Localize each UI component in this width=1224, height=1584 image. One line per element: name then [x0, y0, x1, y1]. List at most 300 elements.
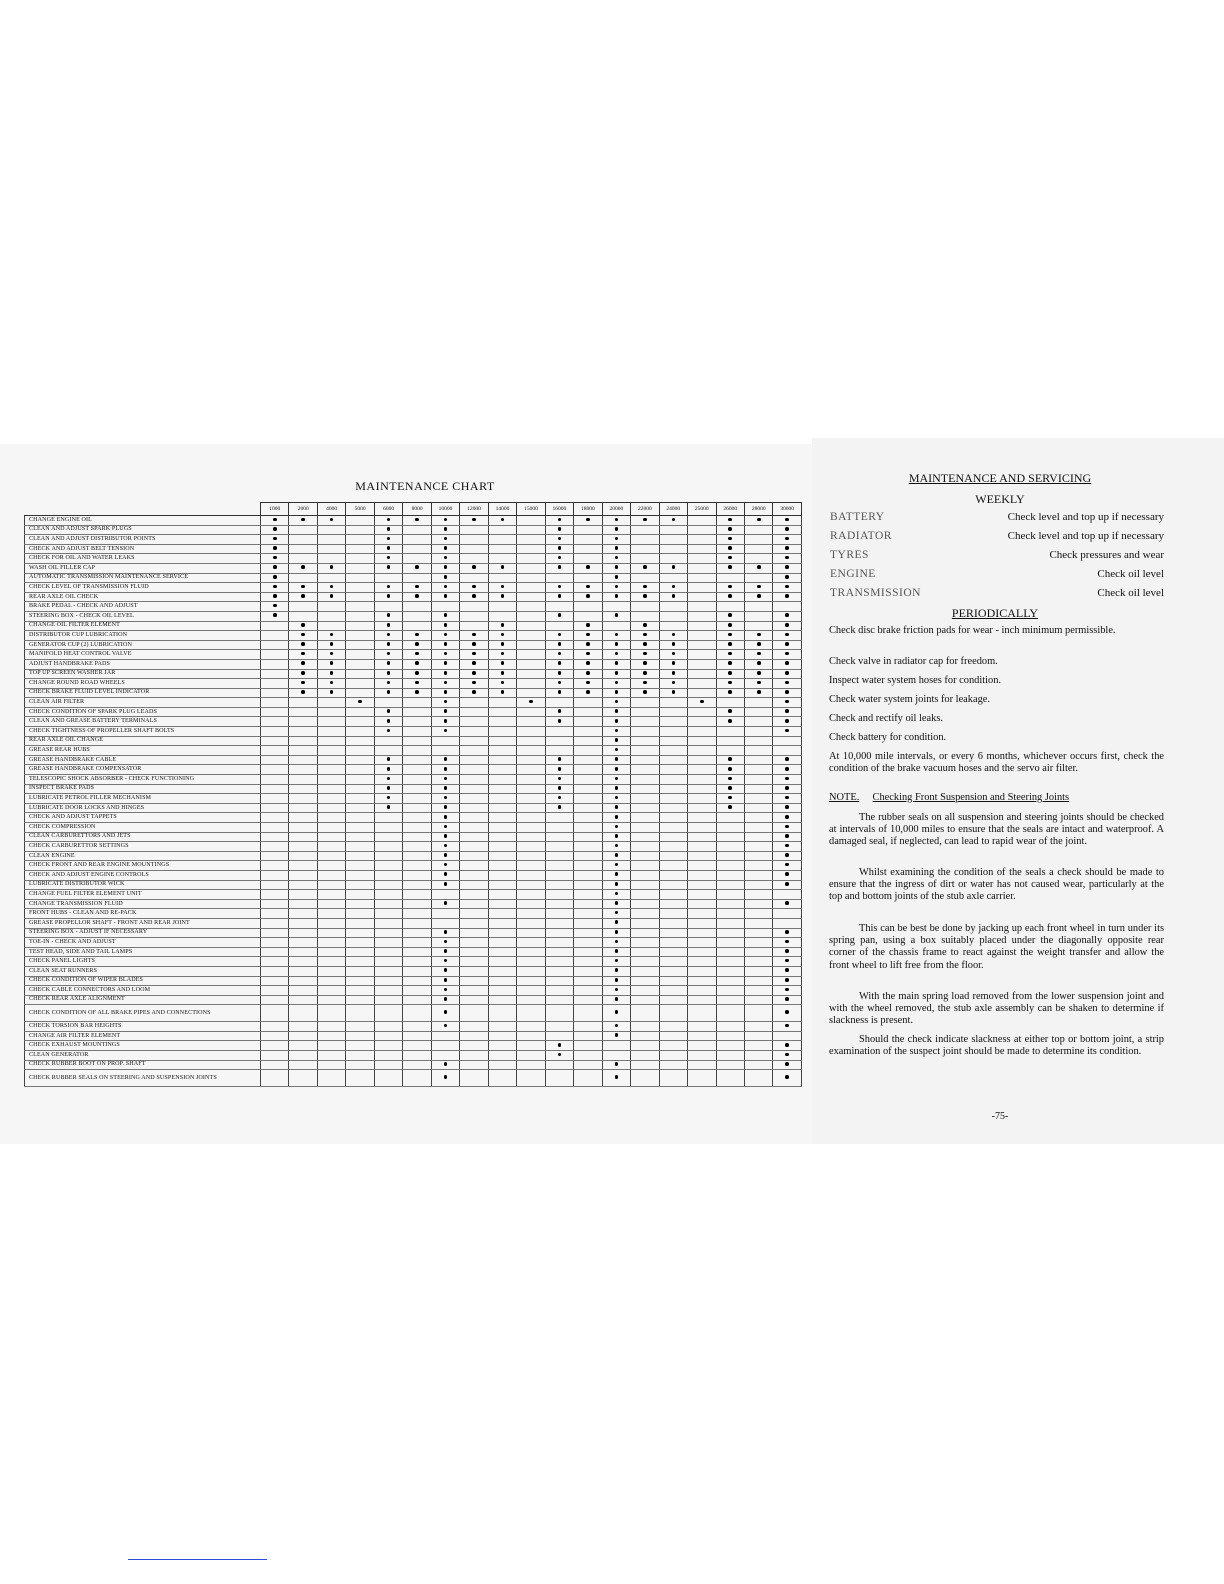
service-dot [558, 671, 562, 675]
service-dot [444, 805, 448, 809]
interval-cell [517, 631, 545, 641]
service-dot [728, 565, 732, 569]
service-dot [615, 959, 619, 963]
task-label: CLEAN AIR FILTER [25, 698, 261, 708]
interval-cell [488, 563, 516, 573]
interval-cell [460, 803, 488, 813]
interval-cell [346, 659, 374, 669]
service-dot [558, 613, 562, 617]
interval-cell [460, 784, 488, 794]
service-dot [615, 729, 619, 733]
interval-cell [545, 535, 573, 545]
interval-cell [346, 727, 374, 737]
interval-cell [574, 851, 602, 861]
task-label: TOE-IN - CHECK AND ADJUST [25, 938, 261, 948]
service-dot [757, 652, 761, 656]
interval-cell [261, 554, 289, 564]
interval-cell [517, 880, 545, 890]
interval-cell [460, 938, 488, 948]
interval-cell [346, 717, 374, 727]
interval-cell [261, 851, 289, 861]
interval-cell [488, 880, 516, 890]
interval-cell [517, 516, 545, 526]
service-dot [387, 623, 391, 627]
periodic-item-2: Check valve in radiator cap for freedom. [829, 656, 998, 667]
interval-cell [346, 813, 374, 823]
interval-cell [403, 947, 431, 957]
interval-cell [346, 525, 374, 535]
interval-cell [374, 832, 402, 842]
interval-cell [488, 602, 516, 612]
interval-cell [574, 784, 602, 794]
interval-cell [631, 669, 659, 679]
weekly-item-tyres: TYRES [830, 549, 869, 561]
interval-cell [431, 592, 459, 602]
interval-cell [517, 727, 545, 737]
interval-cell [261, 957, 289, 967]
interval-cell [545, 707, 573, 717]
service-dot [387, 585, 391, 589]
interval-cell [261, 765, 289, 775]
interval-cell [716, 995, 744, 1005]
interval-cell [261, 707, 289, 717]
interval-cell [688, 602, 716, 612]
service-dot [672, 652, 676, 656]
interval-cell [488, 746, 516, 756]
interval-cell [744, 698, 772, 708]
interval-cell [517, 765, 545, 775]
task-label: TEST HEAD, SIDE AND TAIL LAMPS [25, 947, 261, 957]
chart-row [25, 976, 802, 986]
service-dot [558, 796, 562, 800]
interval-cell [261, 583, 289, 593]
interval-cell [545, 918, 573, 928]
interval-cell [744, 573, 772, 583]
service-dot [586, 565, 590, 569]
interval-cell [317, 909, 345, 919]
interval-cell [289, 995, 317, 1005]
service-dot [501, 623, 505, 627]
interval-cell [403, 1060, 431, 1070]
interval-cell [773, 563, 801, 573]
interval-cell [317, 870, 345, 880]
interval-cell [659, 976, 687, 986]
interval-cell [403, 765, 431, 775]
interval-cell [488, 890, 516, 900]
interval-cell [602, 823, 630, 833]
service-dot [785, 767, 789, 771]
service-dot [387, 527, 391, 531]
chart-row [25, 727, 802, 737]
chart-row [25, 717, 802, 727]
chart-row [25, 775, 802, 785]
interval-cell [317, 957, 345, 967]
interval-cell [773, 1041, 801, 1051]
service-dot [444, 940, 448, 944]
interval-cell [545, 890, 573, 900]
interval-cell [460, 640, 488, 650]
interval-cell [488, 1031, 516, 1041]
interval-cell [403, 717, 431, 727]
interval-cell [574, 563, 602, 573]
interval-cell [659, 986, 687, 996]
interval-cell [460, 880, 488, 890]
interval-cell [517, 669, 545, 679]
interval-cell [716, 938, 744, 948]
task-label: MANIFOLD HEAT CONTROL VALVE [25, 650, 261, 660]
interval-cell [716, 679, 744, 689]
interval-cell [716, 544, 744, 554]
interval-cell [488, 544, 516, 554]
interval-cell [488, 794, 516, 804]
interval-cell [631, 602, 659, 612]
interval-cell [517, 842, 545, 852]
interval-cell [261, 784, 289, 794]
interval-cell [517, 573, 545, 583]
interval-cell [431, 813, 459, 823]
interval-cell [488, 947, 516, 957]
service-dot [444, 652, 448, 656]
interval-cell [716, 823, 744, 833]
interval-cell [744, 899, 772, 909]
interval-cell [289, 823, 317, 833]
interval-cell [431, 650, 459, 660]
service-dot [615, 892, 619, 896]
interval-cell [261, 909, 289, 919]
chart-row [25, 621, 802, 631]
interval-cell [744, 947, 772, 957]
interval-cell [346, 669, 374, 679]
service-dot [444, 700, 448, 704]
interval-cell [602, 851, 630, 861]
interval-cell [488, 621, 516, 631]
interval-cell [488, 938, 516, 948]
chart-row [25, 563, 802, 573]
task-label: INSPECT BRAKE PADS [25, 784, 261, 794]
chart-row [25, 640, 802, 650]
interval-cell [773, 851, 801, 861]
interval-cell [688, 516, 716, 526]
interval-cell [631, 1005, 659, 1022]
weekly-action-engine: Check oil level [1097, 568, 1164, 580]
interval-cell [431, 736, 459, 746]
interval-cell [460, 870, 488, 880]
interval-cell [659, 1070, 687, 1087]
task-label: CHECK FRONT AND REAR ENGINE MOUNTINGS [25, 861, 261, 871]
service-dot [273, 575, 277, 579]
chart-row [25, 535, 802, 545]
interval-cell [744, 611, 772, 621]
interval-cell [688, 1070, 716, 1087]
service-dot [387, 546, 391, 550]
interval-cell [346, 880, 374, 890]
interval-cell [545, 573, 573, 583]
interval-cell [773, 544, 801, 554]
interval-cell [574, 947, 602, 957]
interval-cell [460, 976, 488, 986]
interval-cell [431, 909, 459, 919]
interval-cell [488, 679, 516, 689]
interval-cell [773, 755, 801, 765]
task-label: TELESCOPIC SHOCK ABSORBER - CHECK FUNCTIONING [25, 775, 261, 785]
interval-cell [716, 918, 744, 928]
chart-row [25, 1031, 802, 1041]
interval-cell [346, 688, 374, 698]
service-dot [615, 642, 619, 646]
interval-cell [688, 870, 716, 880]
interval-cell [317, 688, 345, 698]
interval-cell [602, 813, 630, 823]
service-dot [728, 786, 732, 790]
interval-cell [574, 602, 602, 612]
interval-cell [431, 918, 459, 928]
interval-cell [602, 794, 630, 804]
interval-cell [602, 573, 630, 583]
interval-cell [716, 736, 744, 746]
service-dot [615, 546, 619, 550]
interval-cell [403, 669, 431, 679]
interval-cell [403, 986, 431, 996]
interval-cell [374, 573, 402, 583]
interval-cell [744, 928, 772, 938]
interval-cell [574, 669, 602, 679]
service-dot [615, 738, 619, 742]
interval-cell [403, 611, 431, 621]
interval-cell [602, 803, 630, 813]
service-dot [501, 594, 505, 598]
interval-cell [374, 611, 402, 621]
service-dot [444, 613, 448, 617]
interval-cell [488, 1060, 516, 1070]
service-dot [728, 594, 732, 598]
interval-cell [488, 823, 516, 833]
service-dot [558, 786, 562, 790]
interval-cell [631, 890, 659, 900]
interval-cell [545, 640, 573, 650]
service-dot [643, 652, 647, 656]
interval-cell [602, 775, 630, 785]
chart-row [25, 592, 802, 602]
service-dot [615, 1010, 619, 1014]
interval-cell [374, 842, 402, 852]
interval-cell [574, 823, 602, 833]
service-dot [387, 786, 391, 790]
interval-cell [688, 679, 716, 689]
interval-cell [574, 717, 602, 727]
interval-cell [574, 803, 602, 813]
interval-cell [317, 516, 345, 526]
interval-cell [289, 957, 317, 967]
service-dot [387, 652, 391, 656]
service-dot [728, 585, 732, 589]
interval-cell [631, 851, 659, 861]
interval-cell [688, 918, 716, 928]
interval-cell [602, 995, 630, 1005]
interval-cell [602, 746, 630, 756]
interval-cell [517, 957, 545, 967]
interval-cell [517, 1070, 545, 1087]
interval-header-row [25, 503, 802, 516]
interval-cell [261, 938, 289, 948]
service-dot [444, 757, 448, 761]
interval-cell [403, 1005, 431, 1022]
interval-cell [261, 573, 289, 583]
interval-cell [317, 803, 345, 813]
interval-cell [659, 707, 687, 717]
interval-cell [545, 1051, 573, 1061]
chart-row [25, 525, 802, 535]
interval-cell [574, 621, 602, 631]
interval-cell [574, 870, 602, 880]
interval-cell [602, 976, 630, 986]
interval-cell [431, 842, 459, 852]
interval-cell [744, 650, 772, 660]
service-dot [387, 719, 391, 723]
interval-cell [716, 947, 744, 957]
interval-cell [460, 727, 488, 737]
interval-cell [517, 707, 545, 717]
interval-cell [602, 621, 630, 631]
interval-cell [374, 583, 402, 593]
interval-cell [716, 707, 744, 717]
service-dot [586, 661, 590, 665]
interval-cell [517, 803, 545, 813]
interval-cell [688, 794, 716, 804]
interval-cell [659, 516, 687, 526]
interval-cell [488, 813, 516, 823]
interval-cell [545, 755, 573, 765]
interval-cell [403, 803, 431, 813]
task-label: CHANGE OIL FILTER ELEMENT [25, 621, 261, 631]
service-dot [472, 661, 476, 665]
interval-cell [517, 592, 545, 602]
interval-cell [659, 966, 687, 976]
interval-cell [289, 717, 317, 727]
service-dot [415, 671, 419, 675]
interval-cell [261, 947, 289, 957]
service-dot [785, 556, 789, 560]
interval-cell [460, 928, 488, 938]
interval-cell [374, 592, 402, 602]
interval-cell [517, 1060, 545, 1070]
interval-header: 10000 [431, 503, 459, 516]
interval-cell [744, 938, 772, 948]
interval-cell [374, 1070, 402, 1087]
interval-cell [346, 707, 374, 717]
interval-cell [716, 698, 744, 708]
service-dot [615, 556, 619, 560]
interval-cell [317, 1022, 345, 1032]
service-dot [785, 585, 789, 589]
interval-cell [631, 640, 659, 650]
service-dot [301, 623, 305, 627]
interval-cell [289, 631, 317, 641]
interval-cell [602, 707, 630, 717]
task-label: GENERATOR CUP (2) LUBRICATION [25, 640, 261, 650]
interval-cell [261, 535, 289, 545]
interval-cell [317, 602, 345, 612]
interval-cell [261, 1070, 289, 1087]
interval-cell [716, 851, 744, 861]
service-dot [444, 988, 448, 992]
interval-cell [374, 688, 402, 698]
interval-cell [431, 966, 459, 976]
chart-row [25, 688, 802, 698]
service-dot [387, 613, 391, 617]
servicing-heading: MAINTENANCE AND SERVICING [908, 471, 1092, 485]
task-label: REAR AXLE OIL CHECK [25, 592, 261, 602]
interval-cell [403, 698, 431, 708]
interval-cell [659, 784, 687, 794]
interval-cell [403, 659, 431, 669]
interval-cell [403, 928, 431, 938]
service-dot [785, 1043, 789, 1047]
interval-cell [744, 870, 772, 880]
interval-cell [716, 928, 744, 938]
interval-cell [317, 727, 345, 737]
interval-cell [460, 995, 488, 1005]
interval-cell [744, 736, 772, 746]
interval-cell [261, 602, 289, 612]
interval-cell [317, 775, 345, 785]
interval-cell [688, 765, 716, 775]
interval-cell [688, 736, 716, 746]
interval-cell [488, 909, 516, 919]
interval-cell [744, 592, 772, 602]
task-label: CHECK AND ADJUST BELT TENSION [25, 544, 261, 554]
service-dot [615, 863, 619, 867]
interval-cell [631, 794, 659, 804]
interval-cell [460, 602, 488, 612]
interval-cell [602, 928, 630, 938]
service-dot [444, 844, 448, 848]
service-dot [757, 681, 761, 685]
interval-cell [545, 1070, 573, 1087]
service-dot [785, 1010, 789, 1014]
interval-cell [517, 1022, 545, 1032]
interval-cell [460, 544, 488, 554]
service-dot [444, 901, 448, 905]
interval-cell [602, 583, 630, 593]
interval-cell [317, 563, 345, 573]
interval-cell [317, 995, 345, 1005]
interval-cell [688, 746, 716, 756]
service-dot [643, 623, 647, 627]
service-dot [615, 777, 619, 781]
interval-cell [744, 640, 772, 650]
service-dot [785, 834, 789, 838]
interval-cell [744, 832, 772, 842]
interval-cell [716, 688, 744, 698]
interval-cell [574, 880, 602, 890]
interval-cell [688, 1060, 716, 1070]
interval-cell [716, 986, 744, 996]
interval-cell [289, 899, 317, 909]
interval-cell [773, 573, 801, 583]
interval-cell [517, 535, 545, 545]
interval-cell [744, 707, 772, 717]
service-dot [615, 911, 619, 915]
interval-cell [431, 890, 459, 900]
service-dot [415, 585, 419, 589]
service-dot [728, 709, 732, 713]
interval-cell [631, 957, 659, 967]
service-dot [301, 642, 305, 646]
interval-cell [659, 755, 687, 765]
interval-cell [545, 823, 573, 833]
interval-cell [346, 1041, 374, 1051]
interval-cell [346, 640, 374, 650]
